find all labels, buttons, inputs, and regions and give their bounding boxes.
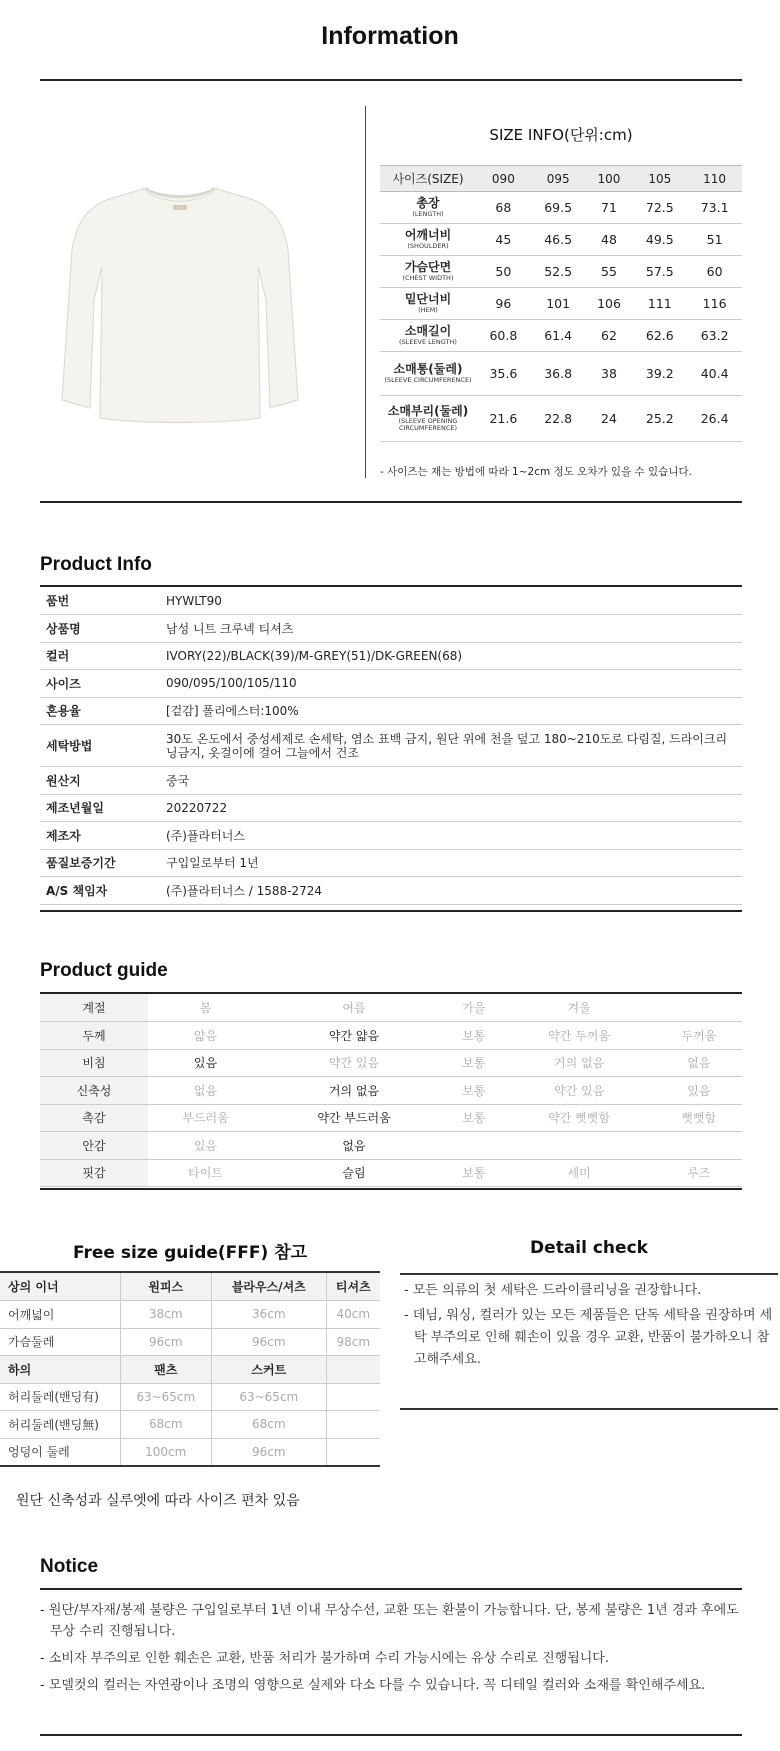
info-value: 090/095/100/105/110	[164, 670, 742, 698]
guide-option: 겨울	[502, 994, 655, 1022]
guide-option: 보통	[445, 1049, 503, 1077]
divider	[40, 79, 742, 81]
product-info-row	[40, 849, 742, 877]
size-column-header: 090	[476, 166, 531, 192]
info-key: 세탁방법	[40, 725, 164, 767]
size-cell: 101	[531, 288, 586, 320]
info-key: 원산지	[40, 767, 164, 795]
info-value: 남성 니트 크루넥 티셔츠	[164, 615, 742, 643]
size-cell: 45	[476, 224, 531, 256]
info-value: 중국	[164, 767, 742, 795]
size-cell: 111	[632, 288, 687, 320]
guide-row	[40, 1077, 742, 1105]
size-cell: 52.5	[531, 256, 586, 288]
label-en: (SLEEVE LENGTH)	[399, 337, 457, 346]
size-cell: 48	[586, 224, 633, 256]
product-info-row	[40, 670, 742, 698]
product-info-row	[40, 642, 742, 670]
product-info-row	[40, 725, 742, 767]
size-cell: 21.6	[476, 396, 531, 442]
guide-option: 보통	[445, 1159, 503, 1187]
info-key: 품질보증기간	[40, 849, 164, 877]
guide-option: 거의 없음	[502, 1049, 655, 1077]
info-key: 컬러	[40, 642, 164, 670]
size-row-label	[380, 288, 476, 320]
size-info-title: SIZE INFO(단위:cm)	[489, 126, 633, 144]
guide-option: 없음	[263, 1132, 445, 1160]
label-en: (SLEEVE CIRCUMFERENCE)	[384, 375, 472, 384]
free-size-cell: 63~65cm	[120, 1383, 212, 1411]
vertical-divider	[365, 106, 366, 478]
guide-option: 두꺼움	[656, 1022, 742, 1050]
product-info-row	[40, 587, 742, 615]
info-key: 품번	[40, 587, 164, 615]
size-cell: 51	[687, 224, 742, 256]
detail-check-title: Detail check	[530, 1238, 648, 1258]
guide-option	[656, 1132, 742, 1160]
free-size-cell: 엉덩이 둘레	[0, 1438, 120, 1466]
size-cell: 26.4	[687, 396, 742, 442]
guide-option: 타이트	[148, 1159, 263, 1187]
info-key: 혼용율	[40, 697, 164, 725]
size-cell: 96	[476, 288, 531, 320]
size-cell: 69.5	[531, 192, 586, 224]
info-value: 20220722	[164, 794, 742, 822]
size-row-label	[380, 256, 476, 288]
free-size-cell: 98cm	[326, 1328, 380, 1356]
free-size-cell: 블라우스/셔츠	[212, 1273, 327, 1301]
detail-check-item: - 모든 의류의 첫 세탁은 드라이클리닝을 권장합니다.	[404, 1283, 702, 1298]
size-cell: 40.4	[687, 352, 742, 396]
size-cell: 72.5	[632, 192, 687, 224]
size-row-chest	[380, 256, 742, 288]
label-ko: 소매부리(둘레)	[387, 403, 469, 418]
guide-option: 약간 있음	[502, 1077, 655, 1105]
guide-option: 보통	[445, 1022, 503, 1050]
divider	[40, 501, 742, 503]
product-info-row	[40, 877, 742, 905]
label-en: (HEM)	[418, 305, 438, 314]
guide-row	[40, 1104, 742, 1132]
size-cell: 62	[586, 320, 633, 352]
free-size-cell: 하의	[0, 1356, 120, 1384]
free-size-cell: 96cm	[120, 1328, 212, 1356]
size-cell: 60	[687, 256, 742, 288]
free-size-note: 원단 신축성과 실루엣에 따라 사이즈 편차 있음	[16, 1493, 300, 1509]
guide-option: 없음	[656, 1049, 742, 1077]
guide-option: 보통	[445, 1104, 503, 1132]
size-cell: 57.5	[632, 256, 687, 288]
size-row-hem	[380, 288, 742, 320]
info-key: 제조자	[40, 822, 164, 850]
free-size-cell: 상의 이너	[0, 1273, 120, 1301]
info-value: [겉감] 폴리에스터:100%	[164, 697, 742, 725]
product-info-row	[40, 697, 742, 725]
product-image	[40, 150, 340, 430]
guide-option: 약간 얇음	[263, 1022, 445, 1050]
free-size-cell: 원피스	[120, 1273, 212, 1301]
free-size-header-row	[0, 1356, 380, 1384]
notice-list	[40, 1600, 742, 1702]
free-size-cell: 허리둘레(밴딩有)	[0, 1383, 120, 1411]
guide-option: 약간 두꺼움	[502, 1022, 655, 1050]
product-info-row	[40, 822, 742, 850]
size-note: - 사이즈는 재는 방법에 따라 1~2cm 정도 오차가 있을 수 있습니다.	[380, 466, 692, 478]
guide-option: 약간 부드러움	[263, 1104, 445, 1132]
size-table-header	[380, 166, 742, 192]
free-size-cell	[326, 1438, 380, 1466]
label-ko: 총장	[416, 196, 440, 211]
free-size-row	[0, 1383, 380, 1411]
guide-option: 루즈	[656, 1159, 742, 1187]
size-column-header: 110	[687, 166, 742, 192]
free-size-row	[0, 1301, 380, 1329]
free-size-table	[0, 1273, 380, 1467]
size-cell: 25.2	[632, 396, 687, 442]
guide-option: 뻣뻣함	[656, 1104, 742, 1132]
info-value: IVORY(22)/BLACK(39)/M-GREY(51)/DK-GREEN(68)	[164, 642, 742, 670]
guide-option: 있음	[148, 1132, 263, 1160]
guide-option: 슬림	[263, 1159, 445, 1187]
guide-row	[40, 1132, 742, 1160]
free-size-cell: 어깨넓이	[0, 1301, 120, 1329]
free-size-cell	[326, 1356, 380, 1384]
guide-option	[502, 1132, 655, 1160]
free-size-row	[0, 1438, 380, 1466]
size-column-header: 105	[632, 166, 687, 192]
guide-option: 여름	[263, 994, 445, 1022]
guide-option	[656, 994, 742, 1022]
size-table	[380, 165, 742, 442]
size-row-label	[380, 320, 476, 352]
free-size-cell: 68cm	[120, 1411, 212, 1439]
free-size-cell: 티셔츠	[326, 1273, 380, 1301]
guide-option	[445, 1132, 503, 1160]
guide-option: 약간 뻣뻣함	[502, 1104, 655, 1132]
free-size-cell: 36cm	[212, 1301, 327, 1329]
guide-option: 보통	[445, 1077, 503, 1105]
detail-check-list	[400, 1280, 778, 1374]
shirt-illustration	[40, 150, 340, 430]
label-ko: 어깨너비	[404, 228, 452, 243]
guide-row	[40, 1022, 742, 1050]
size-cell: 38	[586, 352, 633, 396]
guide-row	[40, 994, 742, 1022]
guide-label: 안감	[40, 1132, 148, 1160]
notice-title: Notice	[40, 1556, 99, 1577]
detail-check-item: - 데님, 워싱, 컬러가 있는 모든 제품들은 단독 세탁을 권장하며 세탁 부주의로 인해 훼손이 있을 경우 교환, 반품이 불가하오니 참고해주세요.	[404, 1308, 773, 1367]
guide-label: 계절	[40, 994, 148, 1022]
info-key: 제조년월일	[40, 794, 164, 822]
free-size-row	[0, 1411, 380, 1439]
free-size-cell: 가슴둘레	[0, 1328, 120, 1356]
label-en: (SHOULDER)	[407, 241, 449, 250]
size-cell: 50	[476, 256, 531, 288]
guide-option: 가을	[445, 994, 503, 1022]
guide-label: 두께	[40, 1022, 148, 1050]
size-cell: 62.6	[632, 320, 687, 352]
size-cell: 35.6	[476, 352, 531, 396]
label-ko: 소매길이	[404, 324, 452, 339]
product-info-row	[40, 767, 742, 795]
guide-option: 거의 없음	[263, 1077, 445, 1105]
size-cell: 24	[586, 396, 633, 442]
info-value: 30도 온도에서 중성세제로 손세탁, 염소 표백 금지, 원단 위에 천을 덮고 180~210도로 다림질, 드라이크리닝금지, 옷걸이에 걸어 그늘에서 건조	[164, 725, 742, 767]
free-size-guide-title: Free size guide(FFF) 참고	[72, 1243, 308, 1263]
guide-option: 있음	[148, 1049, 263, 1077]
size-cell: 71	[586, 192, 633, 224]
free-size-row	[0, 1328, 380, 1356]
size-row-sleeve-length	[380, 320, 742, 352]
guide-label: 핏감	[40, 1159, 148, 1187]
product-info-row	[40, 615, 742, 643]
free-size-cell: 38cm	[120, 1301, 212, 1329]
size-row-sleeve-circumference	[380, 352, 742, 396]
product-guide-title: Product guide	[40, 960, 168, 981]
label-ko: 밑단너비	[404, 292, 452, 307]
info-value: 구입일로부터 1년	[164, 849, 742, 877]
divider	[40, 910, 742, 912]
info-value: (주)플라터너스 / 1588-2724	[164, 877, 742, 905]
info-key: A/S 책임자	[40, 877, 164, 905]
free-size-cell: 96cm	[212, 1438, 327, 1466]
guide-label: 신축성	[40, 1077, 148, 1105]
free-size-cell: 68cm	[212, 1411, 327, 1439]
notice-item: - 소비자 부주의로 인한 훼손은 교환, 반품 처리가 불가하며 수리 가능시에는 유상 수리로 진행됩니다.	[40, 1651, 609, 1666]
guide-row	[40, 1049, 742, 1077]
free-size-cell: 63~65cm	[212, 1383, 327, 1411]
size-cell: 61.4	[531, 320, 586, 352]
size-cell: 73.1	[687, 192, 742, 224]
size-cell: 39.2	[632, 352, 687, 396]
label-en: (LENGTH)	[412, 209, 444, 218]
guide-option: 얇음	[148, 1022, 263, 1050]
guide-option: 없음	[148, 1077, 263, 1105]
size-column-header: 095	[531, 166, 586, 192]
free-size-cell: 96cm	[212, 1328, 327, 1356]
free-size-header-row	[0, 1273, 380, 1301]
label-ko: 소매통(둘레)	[393, 362, 463, 377]
divider	[40, 1188, 742, 1190]
info-key: 상품명	[40, 615, 164, 643]
guide-label: 비침	[40, 1049, 148, 1077]
size-column-header: 사이즈(SIZE)	[380, 166, 476, 192]
guide-option: 부드러움	[148, 1104, 263, 1132]
size-cell: 22.8	[531, 396, 586, 442]
size-cell: 68	[476, 192, 531, 224]
free-size-cell: 팬츠	[120, 1356, 212, 1384]
divider	[40, 1588, 742, 1590]
product-info-row	[40, 794, 742, 822]
size-cell: 46.5	[531, 224, 586, 256]
label-en: (SLEEVE OPENING CIRCUMFERENCE)	[398, 417, 458, 433]
product-info-table	[40, 587, 742, 905]
size-cell: 60.8	[476, 320, 531, 352]
product-info-title: Product Info	[40, 554, 152, 575]
divider	[400, 1273, 778, 1275]
size-row-label	[380, 224, 476, 256]
guide-option: 세미	[502, 1159, 655, 1187]
free-size-cell: 허리둘레(밴딩無)	[0, 1411, 120, 1439]
notice-item: - 원단/부자재/봉제 불량은 구입일로부터 1년 이내 무상수선, 교환 또는 환불이 가능합니다. 단, 봉제 불량은 1년 경과 후에도 무상 수리 진행됩니다.	[40, 1603, 739, 1639]
info-value: HYWLT90	[164, 587, 742, 615]
product-guide-table	[40, 994, 742, 1187]
free-size-cell	[326, 1411, 380, 1439]
free-size-cell	[326, 1383, 380, 1411]
guide-row	[40, 1159, 742, 1187]
size-row-shoulder	[380, 224, 742, 256]
label-ko: 가슴단면	[404, 260, 452, 275]
label-en: (CHEST WIDTH)	[402, 273, 454, 282]
size-row-label	[380, 352, 476, 396]
size-row-sleeve-opening	[380, 396, 742, 442]
free-size-cell: 스커트	[212, 1356, 327, 1384]
size-cell: 116	[687, 288, 742, 320]
guide-label: 촉감	[40, 1104, 148, 1132]
size-cell: 49.5	[632, 224, 687, 256]
size-row-length	[380, 192, 742, 224]
guide-option: 봄	[148, 994, 263, 1022]
size-row-label	[380, 396, 476, 442]
size-cell: 63.2	[687, 320, 742, 352]
free-size-cell: 40cm	[326, 1301, 380, 1329]
size-row-label	[380, 192, 476, 224]
guide-option: 있음	[656, 1077, 742, 1105]
size-column-header: 100	[586, 166, 633, 192]
information-title: Information	[321, 22, 459, 50]
size-cell: 36.8	[531, 352, 586, 396]
free-size-cell: 100cm	[120, 1438, 212, 1466]
size-cell: 55	[586, 256, 633, 288]
notice-item: - 모델컷의 컬러는 자연광이나 조명의 영향으로 실제와 다소 다를 수 있습니다. 꼭 디테일 컬러와 소재를 확인해주세요.	[40, 1678, 706, 1693]
divider	[400, 1408, 778, 1410]
info-key: 사이즈	[40, 670, 164, 698]
guide-option: 약간 있음	[263, 1049, 445, 1077]
divider	[40, 1734, 742, 1736]
info-value: (주)플라터너스	[164, 822, 742, 850]
size-cell: 106	[586, 288, 633, 320]
